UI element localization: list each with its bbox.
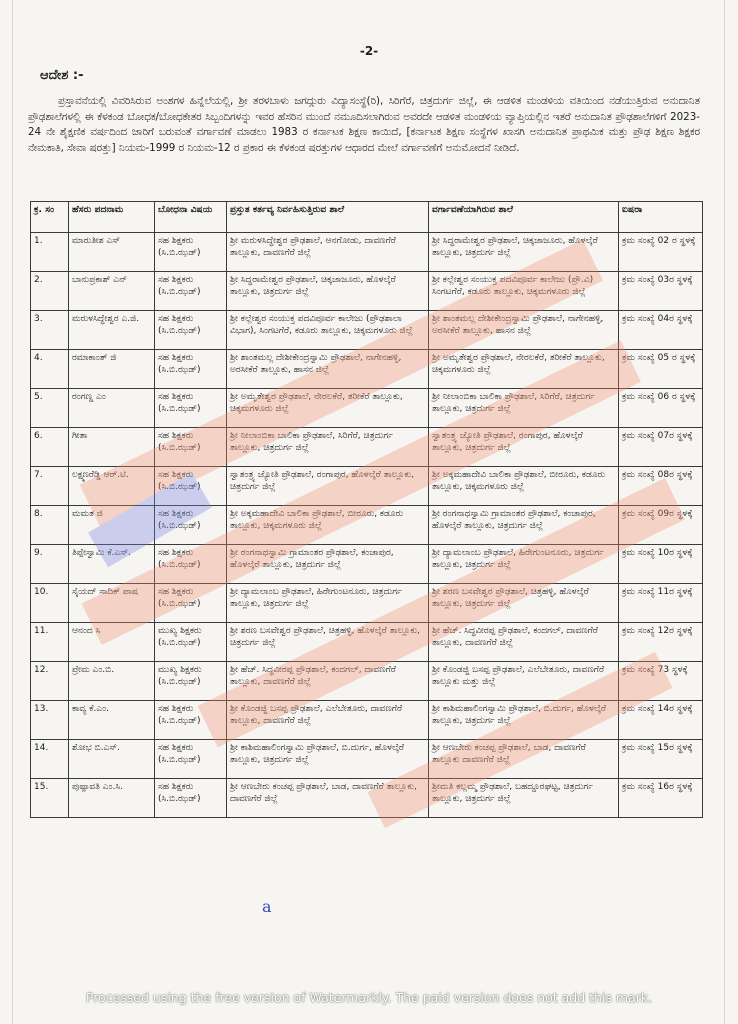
cell-remarks: ಕ್ರಮ ಸಂಖ್ಯೆ 12ರ ಸ್ಥಳಕ್ಕೆ <box>619 623 703 662</box>
cell-current-school: ಶ್ರೀ ರಂಗನಾಥಸ್ವಾಮಿ ಗ್ರಾಮಾಂತರ ಪ್ರೌಢಶಾಲೆ, ಕಂಚಾಪುರ, ಹೊಳಲ್ಕೆರೆ ತಾಲ್ಲೂಕು, ಚಿತ್ರದುರ್ಗ ಜಿಲ್ಲೆ <box>227 545 429 584</box>
cell-subject: ಸಹ ಶಿಕ್ಷಕರು (ಸಿ.ಬಿ.ಝಡ್) <box>155 779 227 818</box>
cell-serial: 15. <box>31 779 69 818</box>
table-header-row <box>31 202 703 233</box>
header-remarks: ಐಷರಾ <box>619 202 703 233</box>
cell-current-school: ಸ್ವಾತಂತ್ರ್ಯ ಜ್ಯೋತಿ ಪ್ರೌಢಶಾಲೆ, ರಂಗಾಪುರ, ಹೊಳಲ್ಕೆರೆ ತಾಲ್ಲೂಕು, ಚಿತ್ರದುರ್ಗ ಜಿಲ್ಲೆ <box>227 467 429 506</box>
header-current-school: ಪ್ರಸ್ತುತ ಕರ್ತವ್ಯ ನಿರ್ವಹಿಸುತ್ತಿರುವ ಶಾಲೆ <box>227 202 429 233</box>
cell-subject: ಸಹ ಶಿಕ್ಷಕರು (ಸಿ.ಬಿ.ಝಡ್) <box>155 233 227 272</box>
table-row <box>31 584 703 623</box>
cell-current-school: ಶ್ರೀ ಶಾಂತಮಲ್ಲ ದೇಶೀಕೇಂದ್ರಸ್ವಾಮಿ ಪ್ರೌಢಶಾಲೆ, ನಾಗೇನಹಳ್ಳಿ, ಅರಸೀಕೆರೆ ತಾಲ್ಲೂಕು, ಹಾಸನ ಜಿಲ್ಲೆ <box>227 350 429 389</box>
cell-subject: ಸಹ ಶಿಕ್ಷಕರು (ಸಿ.ಬಿ.ಝಡ್) <box>155 701 227 740</box>
scan-edge-right <box>724 0 725 1024</box>
cell-transfer-school: ಶ್ರೀ ಕಲ್ಲೇಶ್ವರ ಸಂಯುಕ್ತ ಪದವಿಪೂರ್ವ ಕಾಲೇಜು (ಪ್ರೌ.ವಿ) ಸಿಂಗಟಗೆರೆ, ಕಡೂರು ತಾಲ್ಲೂಕು, ಚಿಕ್ಕಮಗಳೂರು ಜಿಲ್ಲೆ <box>429 272 619 311</box>
page-number: -2- <box>359 44 379 58</box>
cell-name: ಲಕ್ಷ್ಮಣರೆಡ್ಡಿ ಆರ್.ಟಿ. <box>69 467 155 506</box>
cell-transfer-school: ಶ್ರೀ ಅಮೃತೇಶ್ವರ ಪ್ರೌಢಶಾಲೆ, ನೇರಲಕೆರೆ, ತರೀಕೆರೆ ತಾಲ್ಲೂಕು, ಚಿಕ್ಕಮಗಳೂರು ಜಿಲ್ಲೆ <box>429 350 619 389</box>
order-paragraph-text: ಪ್ರಸ್ತಾವನೆಯಲ್ಲಿ ವಿವರಿಸಿರುವ ಅಂಶಗಳ ಹಿನ್ನೆಲೆಯಲ್ಲಿ, ಶ್ರೀ ತರಳಬಾಳು ಜಗದ್ಗುರು ವಿದ್ಯಾಸಂಸ್ಥೆ(ರಿ), ಸಿರಿಗೆರೆ, ಚಿತ್ರದುರ್ಗ ಜಿಲ್ಲೆ, ಈ ಆಡಳಿತ ಮಂಡಳಿಯ ವತಿಯಿಂದ ನಡೆಯುತ್ತಿರುವ ಅನುದಾನಿತ ಪ್ರೌಢಶಾಲೆಗಳಲ್ಲಿ ಈ ಕೆಳಕಂಡ ಬೋಧಕ/ಬೋಧಕೇತರ ಸಿಬ್ಬಂದಿಗಳನ್ನು ಇವರ ಹೆಸರಿನ ಮುಂದೆ ನಮೂದಿಸಲಾಗಿರುವ ಅವರದೇ ಆಡಳಿತ ಮಂಡಳಿಯ ವ್ಯಾಪ್ತಿಯಲ್ಲಿನ ಇತರೆ ಅನುದಾನಿತ ಪ್ರೌಢಶಾಲೆಗಳಿಗೆ 2023-24 ನೇ ಶೈಕ್ಷಣಿಕ ವರ್ಷದಿಂದ ಜಾರಿಗೆ ಬರುವಂತೆ ವರ್ಗಾವಣೆ ಮಾಡಲು 1983 ರ ಕರ್ನಾಟಕ ಶಿಕ್ಷಣ ಕಾಯಿದೆ, [ಕರ್ನಾಟಕ ಶಿಕ್ಷಣ ಸಂಸ್ಥೆಗಳ ಖಾಸಗಿ ಅನುದಾನಿತ ಪ್ರಾಥಮಿಕ ಮತ್ತು ಪ್ರೌಢ ಶಿಕ್ಷಣ ಶಿಕ್ಷಕರ ನೇಮಕಾತಿ, ಸೇವಾ ಷರತ್ತು] ನಿಯಮ-1999 ರ ನಿಯಮ-12 ರ ಪ್ರಕಾರ ಈ ಕೆಳಕಂಡ ಷರತ್ತುಗಳ ಆಧಾರದ ಮೇಲೆ ವರ್ಗಾವಣೆಗೆ ಅನುಮೋದನೆ ನೀಡಿದೆ. <box>28 95 700 154</box>
cell-current-school: ಶ್ರೀ ಕಾಶಿಮಹಾಲಿಂಗಸ್ವಾಮಿ ಪ್ರೌಢಶಾಲೆ, ಬಿ.ದುರ್ಗ, ಹೊಳಲ್ಕೆರೆ ತಾಲ್ಲೂಕು, ಚಿತ್ರದುರ್ಗ ಜಿಲ್ಲೆ <box>227 740 429 779</box>
cell-transfer-school: ಸ್ವಾತಂತ್ರ್ಯ ಜ್ಯೋತಿ ಪ್ರೌಢಶಾಲೆ, ರಂಗಾಪುರ, ಹೊಳಲ್ಕೆರೆ ತಾಲ್ಲೂಕು, ಚಿತ್ರದುರ್ಗ ಜಿಲ್ಲೆ <box>429 428 619 467</box>
cell-transfer-school: ಶ್ರೀ ರಂಗನಾಥಸ್ವಾಮಿ ಗ್ರಾಮಾಂತರ ಪ್ರೌಢಶಾಲೆ, ಕಂಚಾಪುರ, ಹೊಳಲ್ಕೆರೆ ತಾಲ್ಲೂಕು, ಚಿತ್ರದುರ್ಗ ಜಿಲ್ಲೆ <box>429 506 619 545</box>
cell-name: ಪುಷ್ಪಾವತಿ ಎಂ.ಸಿ. <box>69 779 155 818</box>
cell-serial: 2. <box>31 272 69 311</box>
cell-remarks: ಕ್ರಮ ಸಂಖ್ಯೆ 07ರ ಸ್ಥಳಕ್ಕೆ <box>619 428 703 467</box>
cell-serial: 10. <box>31 584 69 623</box>
cell-subject: ಸಹ ಶಿಕ್ಷಕರು (ಸಿ.ಬಿ.ಝಡ್) <box>155 740 227 779</box>
cell-remarks: ಕ್ರಮ ಸಂಖ್ಯೆ 10ರ ಸ್ಥಳಕ್ಕೆ <box>619 545 703 584</box>
table-row <box>31 545 703 584</box>
cell-transfer-school: ಶ್ರೀ ಶರಣ ಬಸವೇಶ್ವರ ಪ್ರೌಢಶಾಲೆ, ಚಿತ್ರಹಳ್ಳಿ, ಹೊಳಲ್ಕೆರೆ ತಾಲ್ಲೂಕು, ಚಿತ್ರದುರ್ಗ ಜಿಲ್ಲೆ <box>429 584 619 623</box>
cell-transfer-school: ಶ್ರೀ ದ್ಯಾಮಲಾಂಬ ಪ್ರೌಢಶಾಲೆ, ಹಿರೇಗುಂಟನೂರು, ಚಿತ್ರದುರ್ಗ ತಾಲ್ಲೂಕು, ಚಿತ್ರದುರ್ಗ ಜಿಲ್ಲೆ <box>429 545 619 584</box>
cell-subject: ಸಹ ಶಿಕ್ಷಕರು (ಸಿ.ಬಿ.ಝಡ್) <box>155 272 227 311</box>
cell-subject: ಸಹ ಶಿಕ್ಷಕರು (ಸಿ.ಬಿ.ಝಡ್) <box>155 311 227 350</box>
cell-subject: ಸಹ ಶಿಕ್ಷಕರು (ಸಿ.ಬಿ.ಝಡ್) <box>155 545 227 584</box>
table-row <box>31 662 703 701</box>
scan-edge-left <box>12 0 13 1024</box>
table-row <box>31 779 703 818</box>
cell-subject: ಸಹ ಶಿಕ್ಷಕರು (ಸಿ.ಬಿ.ಝಡ್) <box>155 389 227 428</box>
cell-name: ಗೀತಾ <box>69 428 155 467</box>
header-subject: ಬೋಧನಾ ವಿಷಯ <box>155 202 227 233</box>
cell-remarks: ಕ್ರಮ ಸಂಖ್ಯೆ 02 ರ ಸ್ಥಳಕ್ಕೆ <box>619 233 703 272</box>
cell-remarks: ಕ್ರಮ ಸಂಖ್ಯೆ 06 ರ ಸ್ಥಳಕ್ಕೆ <box>619 389 703 428</box>
cell-serial: 7. <box>31 467 69 506</box>
cell-name: ಶೋಭ ಬಿ.ಎಸ್. <box>69 740 155 779</box>
table-row <box>31 428 703 467</box>
cell-name: ತಿಪ್ಪೇಸ್ವಾಮಿ ಕೆ.ಎಸ್. <box>69 545 155 584</box>
cell-serial: 5. <box>31 389 69 428</box>
cell-transfer-school: ಶ್ರೀ ಅಕ್ಕಮಹಾದೇವಿ ಬಾಲಿಕಾ ಪ್ರೌಢಶಾಲೆ, ಬೀರೂರು, ಕಡೂರು ತಾಲ್ಲೂಕು, ಚಿಕ್ಕಮಗಳೂರು ಜಿಲ್ಲೆ <box>429 467 619 506</box>
cell-current-school: ಶ್ರೀ ಅಕ್ಕಮಹಾದೇವಿ ಬಾಲಿಕಾ ಪ್ರೌಢಶಾಲೆ, ಬೀರೂರು, ಕಡೂರು ತಾಲ್ಲೂಕು, ಚಿಕ್ಕಮಗಳೂರು ಜಿಲ್ಲೆ <box>227 506 429 545</box>
header-serial: ಕ್ರ. ಸಂ <box>31 202 69 233</box>
order-heading: ಆದೇಶ :- <box>40 68 84 83</box>
cell-serial: 1. <box>31 233 69 272</box>
table-row <box>31 311 703 350</box>
cell-subject: ಮುಖ್ಯ ಶಿಕ್ಷಕರು (ಸಿ.ಬಿ.ಝಡ್) <box>155 623 227 662</box>
cell-name: ಸೈಯದ್ ಸಾದಿಕ್ ಪಾಷ <box>69 584 155 623</box>
cell-transfer-school: ಶ್ರೀ ಶಾಂತಮಲ್ಲ ದೇಶೀಕೇಂದ್ರಸ್ವಾಮಿ ಪ್ರೌಢಶಾಲೆ, ನಾಗೇನಹಳ್ಳಿ, ಅರಸೀಕೆರೆ ತಾಲ್ಲೂಕು, ಹಾಸನ ಜಿಲ್ಲೆ <box>429 311 619 350</box>
cell-remarks: ಕ್ರಮ ಸಂಖ್ಯೆ 14ರ ಸ್ಥಳಕ್ಕೆ <box>619 701 703 740</box>
table-row <box>31 350 703 389</box>
cell-name: ಮರುಳಸಿದ್ಧೇಶ್ವರ ಎ.ಜಿ. <box>69 311 155 350</box>
cell-name: ಬಾನುಪ್ರಕಾಶ್ ಎನ್ <box>69 272 155 311</box>
cell-transfer-school: ಶ್ರೀ ಸಿದ್ಧರಾಮೇಶ್ವರ ಪ್ರೌಢಶಾಲೆ, ಚಿಕ್ಕಜಾಜೂರು, ಹೊಳಲ್ಕೆರೆ ತಾಲ್ಲೂಕು, ಚಿತ್ರದುರ್ಗ ಜಿಲ್ಲೆ <box>429 233 619 272</box>
cell-current-school: ಶ್ರೀ ಆಣಬೇರು ಕಂಚಪ್ಪ ಪ್ರೌಢಶಾಲೆ, ಬಾಡ, ದಾವಣಗೆರೆ ತಾಲ್ಲೂಕು, ದಾವಣಗೆರೆ ಜಿಲ್ಲೆ <box>227 779 429 818</box>
table-row <box>31 233 703 272</box>
cell-remarks: ಕ್ರಮ ಸಂಖ್ಯೆ 09ರ ಸ್ಥಳಕ್ಕೆ <box>619 506 703 545</box>
cell-transfer-school: ಶ್ರೀಮತಿ ಕಲ್ಲಮ್ಮ ಪ್ರೌಢಶಾಲೆ, ಬಹದ್ದೂರಘಟ್ಟ, ಚಿತ್ರದುರ್ಗ ತಾಲ್ಲೂಕು, ಚಿತ್ರದುರ್ಗ ಜಿಲ್ಲೆ <box>429 779 619 818</box>
cell-remarks: ಕ್ರಮ ಸಂಖ್ಯೆ 04ರ ಸ್ಥಳಕ್ಕೆ <box>619 311 703 350</box>
cell-current-school: ಶ್ರೀ ಕೊಂಡಜ್ಜಿ ಬಸಪ್ಪ ಪ್ರೌಢಶಾಲೆ, ಎಲೆಬೇತೂರು, ದಾವಣಗೆರೆ ತಾಲ್ಲೂಕು, ದಾವಣಗೆರೆ ಜಿಲ್ಲೆ <box>227 701 429 740</box>
cell-current-school: ಶ್ರೀ ಹೆಚ್. ಸಿದ್ಧವೀರಪ್ಪ ಪ್ರೌಢಶಾಲೆ, ಕಂದಗಲ್, ದಾವಣಗೆರೆ ತಾಲ್ಲೂಕು, ದಾವಣಗೆರೆ ಜಿಲ್ಲೆ <box>227 662 429 701</box>
cell-remarks: ಕ್ರಮ ಸಂಖ್ಯೆ 05 ರ ಸ್ಥಳಕ್ಕೆ <box>619 350 703 389</box>
cell-transfer-school: ಶ್ರೀ ಹೆಚ್. ಸಿದ್ಧವೀರಪ್ಪ ಪ್ರೌಢಶಾಲೆ, ಕಂದಗಲ್, ದಾವಣಗೆರೆ ತಾಲ್ಲೂಕು, ದಾವಣಗೆರೆ ಜಿಲ್ಲೆ <box>429 623 619 662</box>
cell-current-school: ಶ್ರೀ ಶರಣ ಬಸವೇಶ್ವರ ಪ್ರೌಢಶಾಲೆ, ಚಿತ್ರಹಳ್ಳಿ, ಹೊಳಲ್ಕೆರೆ ತಾಲ್ಲೂಕು, ಚಿತ್ರದುರ್ಗ ಜಿಲ್ಲೆ <box>227 623 429 662</box>
cell-transfer-school: ಶ್ರೀ ನೀಲಾಂಬಿಕಾ ಬಾಲಿಕಾ ಪ್ರೌಢಶಾಲೆ, ಸಿರಿಗೆರೆ, ಚಿತ್ರದುರ್ಗ ತಾಲ್ಲೂಕು, ಚಿತ್ರದುರ್ಗ ಜಿಲ್ಲೆ <box>429 389 619 428</box>
cell-serial: 14. <box>31 740 69 779</box>
cell-remarks: ಕ್ರಮ ಸಂಖ್ಯೆ 03ರ ಸ್ಥಳಕ್ಕೆ <box>619 272 703 311</box>
cell-subject: ಮುಖ್ಯ ಶಿಕ್ಷಕರು (ಸಿ.ಬಿ.ಝಡ್) <box>155 662 227 701</box>
cell-transfer-school: ಶ್ರೀ ಕಾಶಿಮಹಾಲಿಂಗಸ್ವಾಮಿ ಪ್ರೌಢಶಾಲೆ, ಬಿ.ದುರ್ಗ, ಹೊಳಲ್ಕೆರೆ ತಾಲ್ಲೂಕು, ಚಿತ್ರದುರ್ಗ ಜಿಲ್ಲೆ <box>429 701 619 740</box>
watermark-text: Processed using the free version of Watermarkly. The paid version does not add this mark. <box>85 990 653 1005</box>
cell-name: ರಂಗಣ್ಣ ಎಂ <box>69 389 155 428</box>
cell-current-school: ಶ್ರೀ ಮರುಳಸಿದ್ಧೇಶ್ವರ ಪ್ರೌಢಶಾಲೆ, ಆನಗೋಡು, ದಾವಣಗೆರೆ ತಾಲ್ಲೂಕು, ದಾವಣಗೆರೆ ಜಿಲ್ಲೆ <box>227 233 429 272</box>
cell-subject: ಸಹ ಶಿಕ್ಷಕರು (ಸಿ.ಬಿ.ಝಡ್) <box>155 584 227 623</box>
cell-name: ಕಾವ್ಯ ಕೆ.ಎಂ. <box>69 701 155 740</box>
cell-remarks: ಕ್ರಮ ಸಂಖ್ಯೆ 11ರ ಸ್ಥಳಕ್ಕೆ <box>619 584 703 623</box>
table-row <box>31 389 703 428</box>
pen-mark: a <box>262 897 272 916</box>
cell-current-school: ಶ್ರೀ ಸಿದ್ಧರಾಮೇಶ್ವರ ಪ್ರೌಢಶಾಲೆ, ಚಿಕ್ಕಜಾಜೂರು, ಹೊಳಲ್ಕೆರೆ ತಾಲ್ಲೂಕು, ಚಿತ್ರದುರ್ಗ ಜಿಲ್ಲೆ <box>227 272 429 311</box>
cell-subject: ಸಹ ಶಿಕ್ಷಕರು (ಸಿ.ಬಿ.ಝಡ್) <box>155 350 227 389</box>
cell-name: ಮಮತ ಜಿ <box>69 506 155 545</box>
cell-serial: 3. <box>31 311 69 350</box>
cell-name: ಆನಂದ ಸಿ <box>69 623 155 662</box>
cell-subject: ಸಹ ಶಿಕ್ಷಕರು (ಸಿ.ಬಿ.ಝಡ್) <box>155 467 227 506</box>
cell-remarks: ಕ್ರಮ ಸಂಖ್ಯೆ 73 ಸ್ಥಳಕ್ಕೆ <box>619 662 703 701</box>
table-row <box>31 701 703 740</box>
cell-serial: 9. <box>31 545 69 584</box>
cell-name: ಮಾರುತೀಶ ಎಸ್ <box>69 233 155 272</box>
cell-name: ಪ್ರೇಮ ಎಂ.ಬಿ. <box>69 662 155 701</box>
cell-subject: ಸಹ ಶಿಕ್ಷಕರು (ಸಿ.ಬಿ.ಝಡ್) <box>155 506 227 545</box>
table-row <box>31 623 703 662</box>
cell-remarks: ಕ್ರಮ ಸಂಖ್ಯೆ 08ರ ಸ್ಥಳಕ್ಕೆ <box>619 467 703 506</box>
cell-remarks: ಕ್ರಮ ಸಂಖ್ಯೆ 16ರ ಸ್ಥಳಕ್ಕೆ <box>619 779 703 818</box>
cell-serial: 13. <box>31 701 69 740</box>
table-row <box>31 272 703 311</box>
order-paragraph <box>28 94 700 156</box>
cell-serial: 11. <box>31 623 69 662</box>
cell-serial: 4. <box>31 350 69 389</box>
cell-remarks: ಕ್ರಮ ಸಂಖ್ಯೆ 15ರ ಸ್ಥಳಕ್ಕೆ <box>619 740 703 779</box>
transfer-table <box>30 201 703 818</box>
table-row <box>31 740 703 779</box>
cell-current-school: ಶ್ರೀ ನೀಲಾಂಬಿಕಾ ಬಾಲಿಕಾ ಪ್ರೌಢಶಾಲೆ, ಸಿರಿಗೆರೆ, ಚಿತ್ರದುರ್ಗ ತಾಲ್ಲೂಕು, ಚಿತ್ರದುರ್ಗ ಜಿಲ್ಲೆ <box>227 428 429 467</box>
cell-serial: 8. <box>31 506 69 545</box>
cell-transfer-school: ಶ್ರೀ ಆಣಬೇರು ಕಂಚಪ್ಪ ಪ್ರೌಢಶಾಲೆ, ಬಾಡ, ದಾವಣಗೆರೆ ತಾಲ್ಲೂಕು ದಾವಣಗೆರೆ ಜಿಲ್ಲೆ <box>429 740 619 779</box>
cell-transfer-school: ಶ್ರೀ ಕೊಂಡಜ್ಜಿ ಬಸಪ್ಪ ಪ್ರೌಢಶಾಲೆ, ಎಲೆಬೇತೂರು, ದಾವಣಗೆರೆ ತಾಲ್ಲೂಕು ಮತ್ತು ಜಿಲ್ಲೆ <box>429 662 619 701</box>
cell-name: ರಮಾಕಾಂತ್ ಜಿ <box>69 350 155 389</box>
cell-serial: 6. <box>31 428 69 467</box>
cell-serial: 12. <box>31 662 69 701</box>
cell-subject: ಸಹ ಶಿಕ್ಷಕರು (ಸಿ.ಬಿ.ಝಡ್) <box>155 428 227 467</box>
cell-current-school: ಶ್ರೀ ಕಲ್ಲೇಶ್ವರ ಸಂಯುಕ್ತ ಪದವಿಪೂರ್ವ ಕಾಲೇಜು (ಪ್ರೌಢಶಾಲಾ ವಿಭಾಗ), ಸಿಂಗಟಗೆರೆ, ಕಡೂರು ತಾಲ್ಲೂಕು, ಚಿಕ್ಕಮಗಳೂರು ಜಿಲ್ಲೆ <box>227 311 429 350</box>
cell-current-school: ಶ್ರೀ ದ್ಯಾಮಲಾಂಬ ಪ್ರೌಢಶಾಲೆ, ಹಿರೇಗುಂಟನೂರು, ಚಿತ್ರದುರ್ಗ ತಾಲ್ಲೂಕು, ಚಿತ್ರದುರ್ಗ ಜಿಲ್ಲೆ <box>227 584 429 623</box>
table-row <box>31 467 703 506</box>
cell-current-school: ಶ್ರೀ ಅಮೃತೇಶ್ವರ ಪ್ರೌಢಶಾಲೆ, ನೇರಲಕೆರೆ, ತರೀಕೆರೆ ತಾಲ್ಲೂಕು, ಚಿಕ್ಕಮಗಳೂರು ಜಿಲ್ಲೆ <box>227 389 429 428</box>
header-transfer-school: ವರ್ಗಾವಣೆಯಾಗಿರುವ ಶಾಲೆ <box>429 202 619 233</box>
table-row <box>31 506 703 545</box>
header-name: ಹೆಸರು ಪದನಾಮ <box>69 202 155 233</box>
